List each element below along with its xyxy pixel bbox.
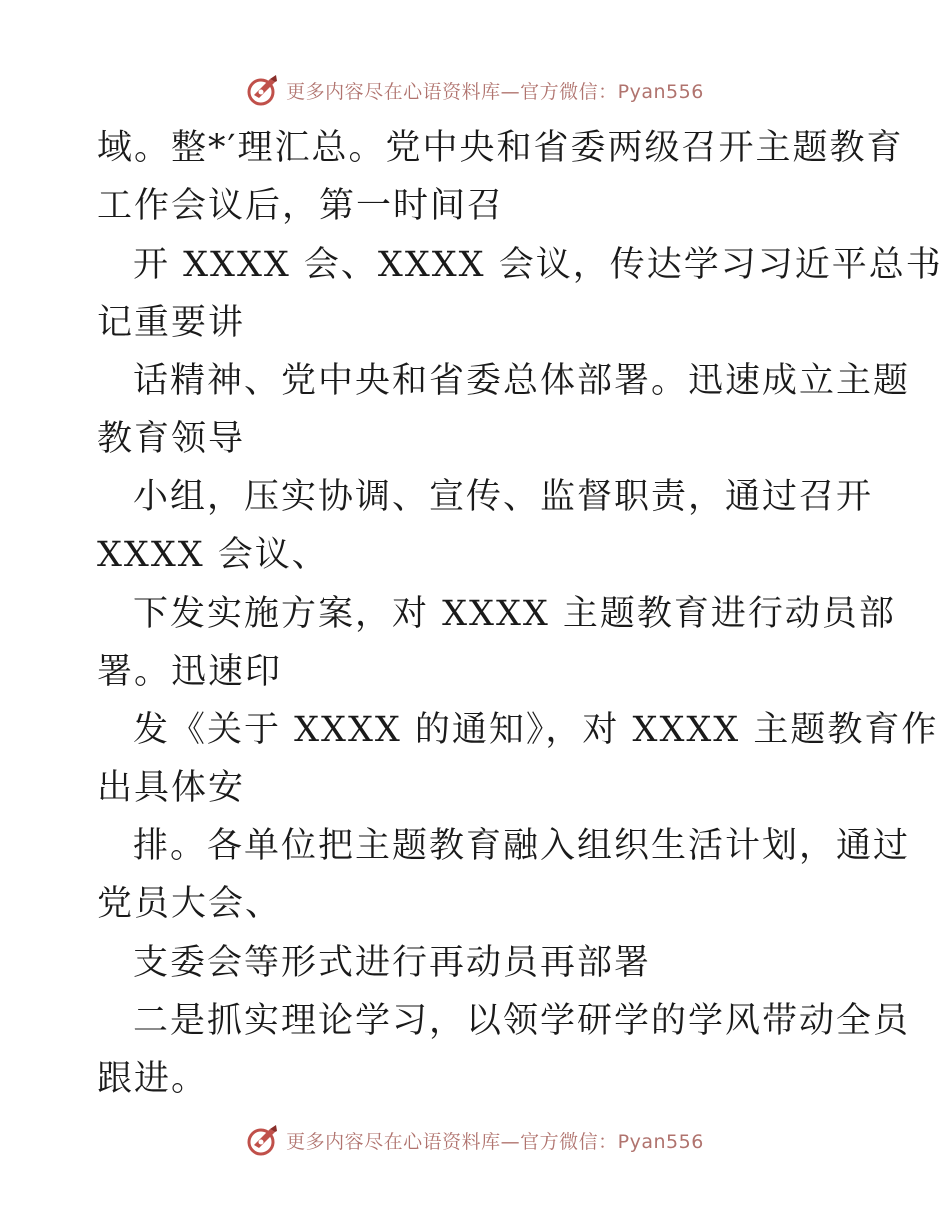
text-line: 跟进。 bbox=[97, 1059, 209, 1099]
text-line: 署。迅速印 bbox=[97, 652, 283, 692]
text-line: 开 XXXX 会、XXXX 会议，传达学习习近平总书 bbox=[133, 245, 943, 285]
text-line: 排。各单位把主题教育融入组织生活计划，通过 bbox=[133, 826, 911, 866]
footer-watermark bbox=[0, 1120, 950, 1160]
text-line: 下发实施方案，对 XXXX 主题教育进行动员部 bbox=[133, 594, 896, 634]
pen-nib-circle-icon bbox=[246, 73, 280, 107]
text-line: 域。整*′理汇总。党中央和省委两级召开主题教育 bbox=[97, 128, 904, 168]
text-line: 二是抓实理论学习，以领学研学的学风带动全员 bbox=[133, 1001, 911, 1041]
text-line: 支委会等形式进行再动员再部署 bbox=[133, 943, 652, 983]
text-line: 党员大会、 bbox=[97, 884, 283, 924]
watermark-text: 更多内容尽在心语资料库—官方微信：Pyan556 bbox=[286, 80, 704, 103]
header-watermark bbox=[0, 70, 950, 110]
text-line: 话精神、党中央和省委总体部署。迅速成立主题 bbox=[133, 361, 911, 401]
text-line: 工作会议后，第一时间召 bbox=[97, 186, 505, 226]
text-line: 教育领导 bbox=[97, 419, 246, 459]
text-line: 记重要讲 bbox=[97, 303, 246, 343]
text-line: 出具体安 bbox=[97, 768, 246, 808]
text-line: 小组，压实协调、宣传、监督职责，通过召开 bbox=[133, 477, 874, 517]
text-line: 发《关于 XXXX 的通知》，对 XXXX 主题教育作 bbox=[133, 710, 939, 750]
watermark-text: 更多内容尽在心语资料库—官方微信：Pyan556 bbox=[286, 1130, 704, 1153]
text-line: XXXX 会议、 bbox=[97, 535, 329, 575]
pen-nib-circle-icon bbox=[246, 1123, 280, 1157]
